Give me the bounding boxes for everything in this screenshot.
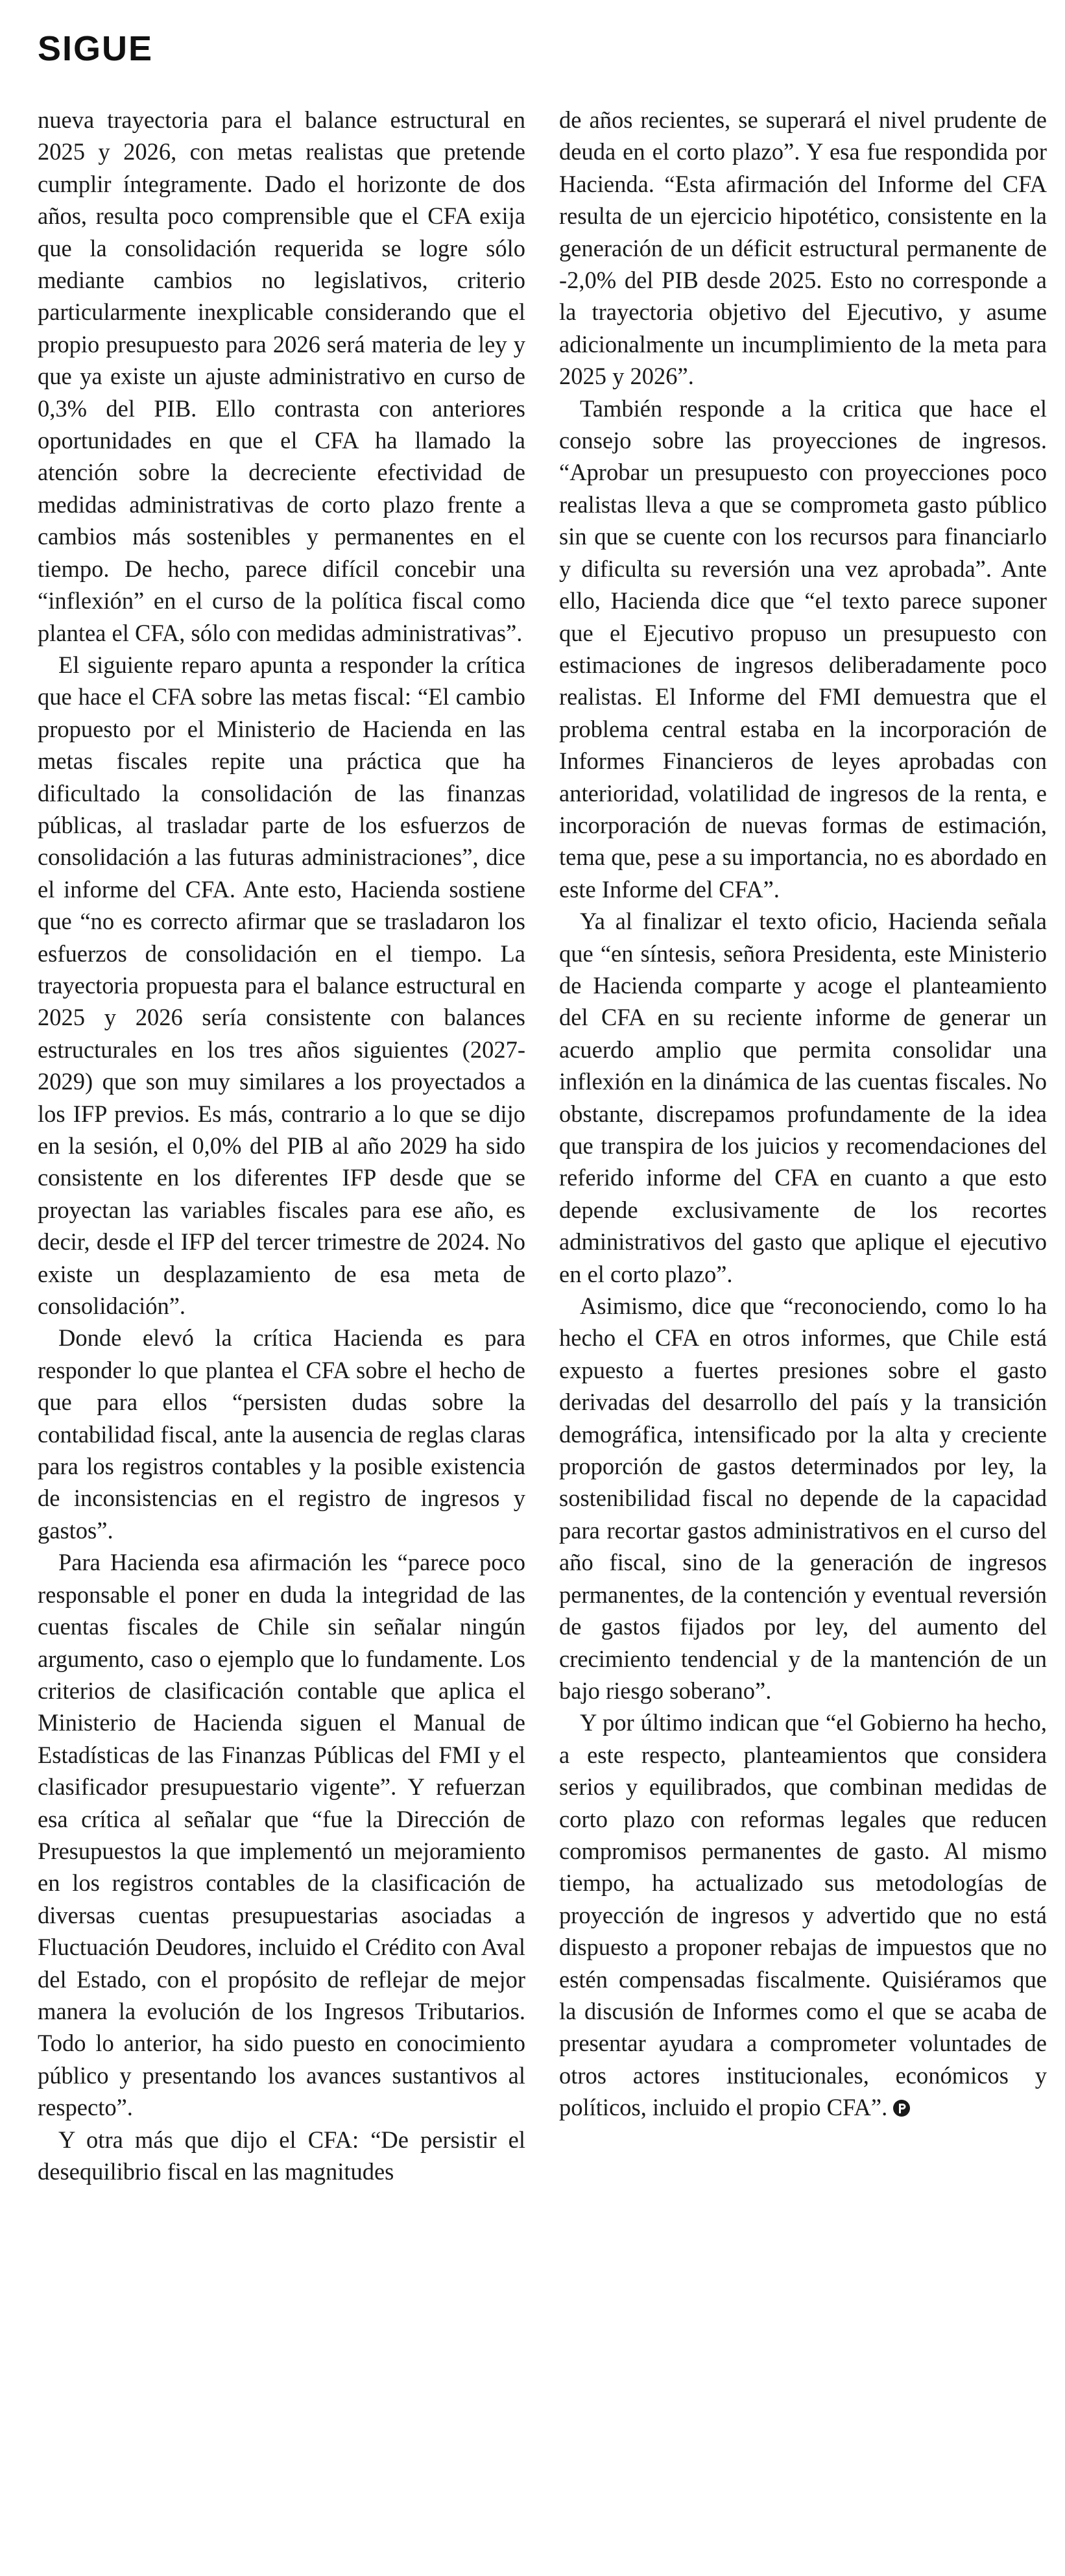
article-paragraph: Ya al finalizar el texto oficio, Hacienda señala que “en síntesis, señora Presidenta, este Ministerio de Hacienda comparte y acoge el planteamiento del CFA en su reciente informe de generar un acuerdo amplio que permita consolidar una inflexión en la dinámica de las cuentas fiscales. No obstante, discrepamos profundamente de la idea que transpira de los juicios y recomendaciones del referido informe del CFA en cuanto a que esto depende exclusivamente de los recortes administrativos del gasto que aplique el ejecutivo en el corto plazo”. <box>559 908 1047 1287</box>
article-paragraph: Donde elevó la crítica Hacienda es para responder lo que plantea el CFA sobre el hecho de que para ellos “persisten dudas sobre la contabilidad fiscal, ante la ausencia de reglas claras para los registros contables y la posible existencia de inconsistencias en el registro de ingresos y gastos”. <box>38 1324 525 1544</box>
final-paragraph-text: Y por último indican que “el Gobierno ha hecho, a este respecto, planteamientos que considera serios y equilibrados, que combinan medidas de corto plazo con reformas legales que reducen compromisos permanentes de gasto. Al mismo tiempo, ha actualizado sus metodologías de proyección de ingresos y advertido que no está dispuesto a proponer rebajas de impuestos que no estén compensadas fiscalmente. Quisiéramos que la discusión de Informes como el que se acaba de presentar ayudara a comprometer voluntades de otros actores institucionales, económicos y políticos, incluido el propio CFA”. <box>559 1709 1047 2121</box>
section-label: SIGUE <box>38 29 154 68</box>
right-column <box>559 104 1047 2557</box>
article-paragraph: Para Hacienda esa afirmación les “parece poco responsable el poner en duda la integridad de las cuentas fiscales de Chile sin señalar ningún argumento, caso o ejemplo que lo fundamente. Los criterios de clasificación contable que aplica el Ministerio de Hacienda siguen el Manual de Estadísticas de las Finanzas Públicas del FMI y el clasificador presupuestario vigente”. Y refuerzan esa crítica al señalar que “fue la Dirección de Presupuestos la que implementó un mejoramiento en los registros contables de la clasificación de diversas cuentas presupuestarias asociadas a Fluctuación Deudores, incluido el Crédito con Aval del Estado, con el propósito de reflejar de mejor manera la evolución de los Ingresos Tributarios. Todo lo anterior, ha sido puesto en conocimiento público y presentando los avances sustantivos al respecto”. <box>38 1549 525 2121</box>
article-paragraph: Asimismo, dice que “reconociendo, como lo ha hecho el CFA en otros informes, que Chile está expuesto a fuertes presiones sobre el gasto derivadas del desarrollo del país y la transición demográfica, intensificado por la alta y creciente proporción de gastos determinados por ley, la sostenibilidad fiscal no depende de la capacidad para recortar gastos administrativos en el curso del año fiscal, sino de la generación de ingresos permanentes, de la contención y eventual reversión de gastos fijados por ley, del aumento del crecimiento tendencial y de la mantención de un bajo riesgo soberano”. <box>559 1293 1047 1704</box>
article-paragraph: Y otra más que dijo el CFA: “De persistir el desequilibrio fiscal en las magnitudes <box>38 2126 525 2185</box>
article-paragraph: También responde a la critica que hace el consejo sobre las proyecciones de ingresos. “Aprobar un presupuesto con proyecciones poco realistas lleva a que se comprometa gasto público sin que se cuente con los recursos para financiarlo y dificulta su reversión una vez aprobada”. Ante ello, Hacienda dice que “el texto parece suponer que el Ejecutivo propuso un presupuesto con estimaciones de ingresos deliberadamente poco realistas. El Informe del FMI demuestra que el problema central estaba en la incorporación de Informes Financieros de leyes aprobadas con anterioridad, volatilidad de ingresos de la renta, e incorporación de nuevas formas de estimación, tema que, pese a su importancia, no es abordado en este Informe del CFA”. <box>559 395 1047 903</box>
article-paragraph: de años recientes, se superará el nivel prudente de deuda en el corto plazo”. Y esa fue respondida por Hacienda. “Esta afirmación del Informe del CFA resulta de un ejercicio hipotético, consistente en la generación de un déficit estructural permanente de -2,0% del PIB desde 2025. Esto no corresponde a la trayectoria objetivo del Ejecutivo, y asume adicionalmente un incumplimiento de la meta para 2025 y 2026”. <box>559 106 1047 390</box>
left-column <box>38 104 525 2557</box>
end-of-article-icon <box>892 2099 911 2117</box>
article-paragraph-final <box>559 1707 1047 2123</box>
article-body <box>38 104 1047 2557</box>
article-paragraph: El siguiente reparo apunta a responder la crítica que hace el CFA sobre las metas fiscal: “El cambio propuesto por el Ministerio de Hacienda en las metas fiscales repite una práctica que ha dificultado la consolidación de las finanzas públicas, al trasladar parte de los esfuerzos de consolidación a las futuras administraciones”, dice el informe del CFA. Ante esto, Hacienda sostiene que “no es correcto afirmar que se trasladaron los esfuerzos de consolidación en el tiempo. La trayectoria propuesta para el balance estructural en 2025 y 2026 sería consistente con balances estructurales en los tres años siguientes (2027-2029) que son muy similares a los proyectados a los IFP previos. Es más, contrario a lo que se dijo en la sesión, el 0,0% del PIB al año 2029 ha sido consistente en los diferentes IFP desde que se proyectan las variables fiscales para ese año, es decir, desde el IFP del tercer trimestre de 2024. No existe un desplazamiento de esa meta de consolidación”. <box>38 651 525 1320</box>
article-paragraph: nueva trayectoria para el balance estructural en 2025 y 2026, con metas realistas que pretende cumplir íntegramente. Dado el horizonte de dos años, resulta poco comprensible que el CFA exija que la consolidación requerida se logre sólo mediante cambios no legislativos, criterio particularmente inexplicable considerando que el propio presupuesto para 2026 será materia de ley y que ya existe un ajuste administrativo en curso de 0,3% del PIB. Ello contrasta con anteriores oportunidades en que el CFA ha llamado la atención sobre la decreciente efectividad de medidas administrativas de corto plazo frente a cambios más sostenibles y permanentes en el tiempo. De hecho, parece difícil concebir una “inflexión” en el curso de la política fiscal como plantea el CFA, sólo con medidas administrativas”. <box>38 106 525 646</box>
